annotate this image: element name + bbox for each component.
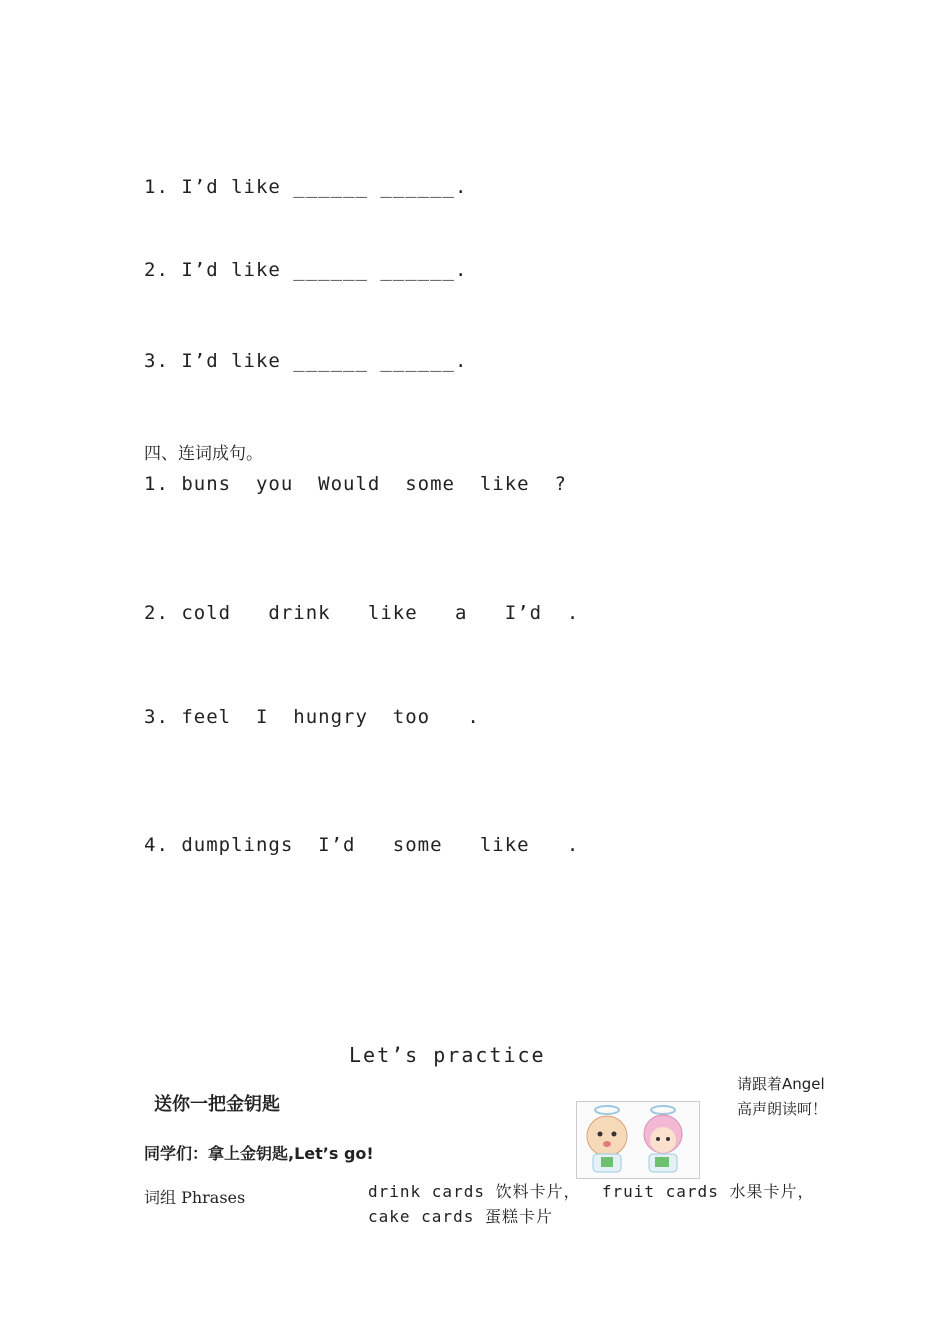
phrases-line-2: cake cards 蛋糕卡片	[368, 1207, 553, 1226]
phrases-line-1: drink cards 饮料卡片， fruit cards 水果卡片，	[368, 1182, 815, 1201]
sentence-item-2: 2. cold drink like a I’d .	[144, 602, 580, 624]
practice-title: Let’s practice	[349, 1043, 546, 1067]
gold-key-heading: 送你一把金钥匙	[154, 1094, 280, 1115]
sentence-item-4: 4. dumplings I’d some like .	[144, 834, 580, 856]
section-heading: 四、连词成句。	[144, 444, 263, 464]
fill-line-1: 1. I’d like ______ ______.	[144, 176, 468, 198]
angel-icon	[577, 1102, 699, 1178]
fill-line-3: 3. I’d like ______ ______.	[144, 350, 468, 372]
angel-illustration	[576, 1101, 700, 1179]
sentence-item-3: 3. feel I hungry too .	[144, 706, 480, 728]
phrases-label: 词组 Phrases	[144, 1188, 246, 1207]
fill-line-2: 2. I’d like ______ ______.	[144, 259, 468, 281]
angel-line-1: 请跟着Angel	[737, 1075, 825, 1093]
sentence-item-1: 1. buns you Would some like ?	[144, 473, 567, 495]
classmates-line: 同学们：拿上金钥匙,Let’s go!	[144, 1144, 374, 1163]
angel-line-2: 高声朗读呵！	[737, 1100, 828, 1118]
